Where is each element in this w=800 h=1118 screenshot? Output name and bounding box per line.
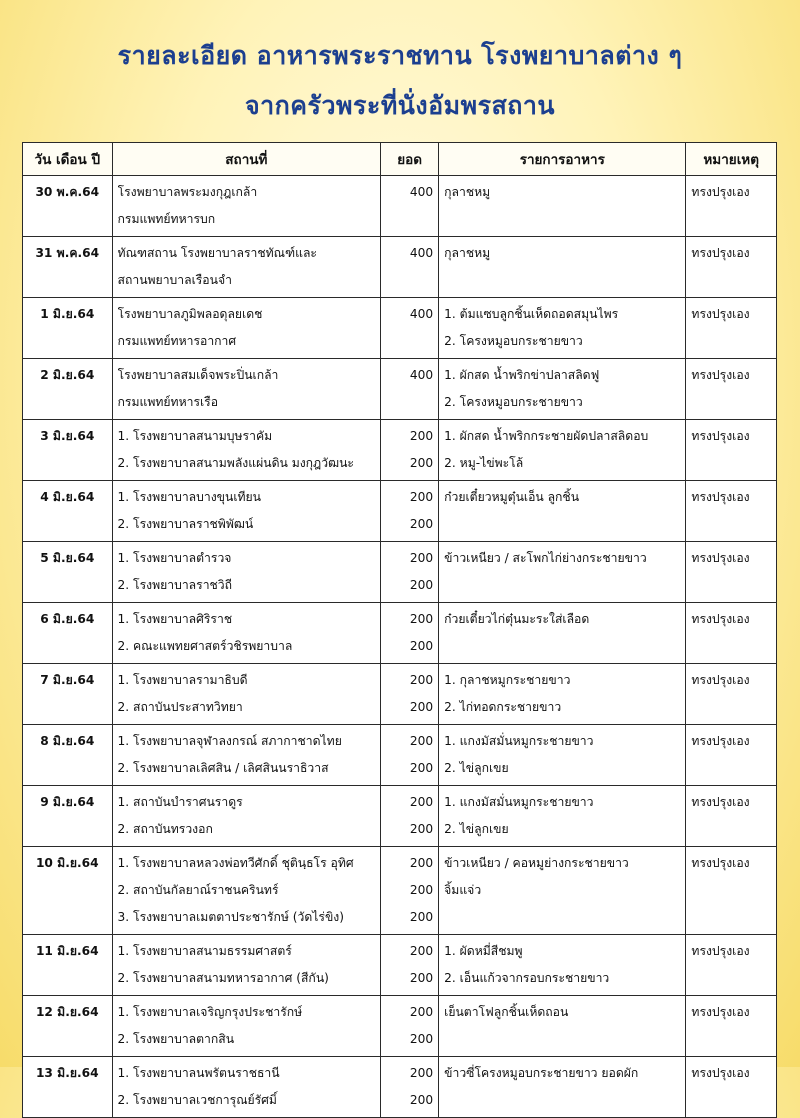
food-cell [439,935,686,996]
count-line: 200 [409,612,434,626]
count-cell [381,298,439,359]
food-cell [439,542,686,603]
place-cell [112,176,381,237]
table-row [23,359,777,420]
place-cell [112,481,381,542]
page-title-line1: รายละเอียด อาหารพระราชทาน โรงพยาบาลต่าง ๆ [117,41,683,70]
food-cell [439,603,686,664]
place-line: 2. โรงพยาบาลราชวิถี [117,578,233,592]
place-line: 1. โรงพยาบาลเจริญกรุงประชารักษ์ [117,1005,303,1019]
note-cell: ทรงปรุงเอง [686,481,777,542]
note-cell: ทรงปรุงเอง [686,1057,777,1118]
food-line: ข้าวเหนียว / คอหมูย่างกระชายขาว [444,856,629,870]
date-cell: 11 มิ.ย.64 [23,935,113,996]
place-line: โรงพยาบาลภูมิพลอดุลยเดช [117,307,263,321]
table-header-row [23,143,777,176]
place-line: 2. โรงพยาบาลเวชการุณย์รัศมิ์ [117,1093,277,1107]
place-cell [112,298,381,359]
count-line: 200 [409,673,434,687]
date-cell: 2 มิ.ย.64 [23,359,113,420]
place-cell [112,420,381,481]
count-line: 200 [409,1066,434,1080]
place-line: 1. โรงพยาบาลหลวงพ่อทวีศักดิ์ ชุตินฺธโร อุทิศ [117,856,354,870]
food-line: 1. ผักสด น้ำพริกข่าปลาสลิดฟู [444,368,600,382]
place-cell [112,725,381,786]
count-line: 200 [409,910,434,924]
food-line: ข้าวเหนียว / สะโพกไก่ย่างกระชายขาว [444,551,647,565]
place-line: 2. คณะแพทยศาสตร์วชิรพยาบาล [117,639,293,653]
table-row [23,935,777,996]
food-cell [439,481,686,542]
note-cell: ทรงปรุงเอง [686,664,777,725]
place-cell [112,664,381,725]
note-cell: ทรงปรุงเอง [686,996,777,1057]
food-line: 2. โครงหมูอบกระชายขาว [444,334,583,348]
table-row [23,725,777,786]
count-line: 200 [409,944,434,958]
food-line: ก๋วยเตี๋ยวหมูตุ๋นเอ็น ลูกชิ้น [444,490,580,504]
count-cell [381,603,439,664]
count-cell [381,176,439,237]
place-cell [112,603,381,664]
schedule-table [22,142,777,1118]
count-cell [381,542,439,603]
table-body [23,176,777,1118]
count-line: 200 [409,1032,434,1046]
place-line: 1. โรงพยาบาลนพรัตนราชธานี [117,1066,280,1080]
food-line: 1. แกงมัสมั่นหมูกระชายขาว [444,734,594,748]
food-cell [439,298,686,359]
place-line: 2. สถาบันประสาทวิทยา [117,700,243,714]
food-line: 2. หมู-ไข่พะโล้ [444,456,524,470]
food-line: ข้าวซี่โครงหมูอบกระชายขาว ยอดผัก [444,1066,639,1080]
count-line: 400 [409,368,434,382]
note-cell: ทรงปรุงเอง [686,176,777,237]
count-cell [381,420,439,481]
place-line: 2. สถาบันกัลยาณ์ราชนครินทร์ [117,883,279,897]
food-cell [439,359,686,420]
food-line: 1. กุลาชหมูกระชายขาว [444,673,571,687]
date-cell: 1 มิ.ย.64 [23,298,113,359]
food-line: 1. ต้มแซบลูกชิ้นเห็ดถอดสมุนไพร [444,307,619,321]
place-line: กรมแพทย์ทหารเรือ [117,395,219,409]
place-cell [112,847,381,935]
count-line: 400 [409,185,434,199]
header-note: หมายเหตุ [686,143,777,176]
food-cell [439,420,686,481]
food-line: 2. ไข่ลูกเขย [444,822,509,836]
count-line: 200 [409,639,434,653]
count-line: 200 [409,551,434,565]
header-food: รายการอาหาร [439,143,686,176]
food-line: กุลาชหมู [444,246,491,260]
place-line: 1. โรงพยาบาลสนามบุษราคัม [117,429,273,443]
food-line: 2. โครงหมูอบกระชายขาว [444,395,583,409]
note-cell: ทรงปรุงเอง [686,935,777,996]
note-cell: ทรงปรุงเอง [686,237,777,298]
note-cell: ทรงปรุงเอง [686,725,777,786]
place-line: กรมแพทย์ทหารบก [117,212,216,226]
food-cell [439,1057,686,1118]
table-row [23,237,777,298]
table-row [23,1057,777,1118]
date-cell: 10 มิ.ย.64 [23,847,113,935]
count-line: 200 [409,856,434,870]
note-cell: ทรงปรุงเอง [686,847,777,935]
place-line: 3. โรงพยาบาลเมตตาประชารักษ์ (วัดไร่ขิง) [117,910,345,924]
count-line: 200 [409,883,434,897]
place-cell [112,935,381,996]
place-line: 1. โรงพยาบาลบางขุนเทียน [117,490,262,504]
header-count: ยอด [381,143,439,176]
food-line: จิ้มแจ่ว [444,883,482,897]
place-line: 1. โรงพยาบาลศิริราช [117,612,233,626]
place-line: 1. สถาบันบำราศนราดูร [117,795,243,809]
table-row [23,664,777,725]
place-cell [112,996,381,1057]
food-cell [439,237,686,298]
date-cell: 6 มิ.ย.64 [23,603,113,664]
date-cell: 9 มิ.ย.64 [23,786,113,847]
header-place: สถานที่ [112,143,381,176]
count-cell [381,725,439,786]
place-cell [112,237,381,298]
food-line: กุลาชหมู [444,185,491,199]
place-line: 1. โรงพยาบาลสนามธรรมศาสตร์ [117,944,292,958]
note-cell: ทรงปรุงเอง [686,420,777,481]
count-line: 200 [409,429,434,443]
count-line: 200 [409,1005,434,1019]
date-cell: 7 มิ.ย.64 [23,664,113,725]
table-row [23,176,777,237]
count-line: 200 [409,700,434,714]
count-line: 200 [409,1093,434,1107]
count-cell [381,664,439,725]
table-row [23,603,777,664]
date-cell: 12 มิ.ย.64 [23,996,113,1057]
food-line: 2. เอ็นแก้วจากรอบกระชายขาว [444,971,610,985]
place-line: สถานพยาบาลเรือนจำ [117,273,232,287]
food-cell [439,786,686,847]
food-cell [439,176,686,237]
place-line: โรงพยาบาลสมเด็จพระปิ่นเกล้า [117,368,279,382]
place-line: 1. โรงพยาบาลตำรวจ [117,551,232,565]
count-line: 200 [409,578,434,592]
food-line: 1. แกงมัสมั่นหมูกระชายขาว [444,795,594,809]
date-cell: 30 พ.ค.64 [23,176,113,237]
count-cell [381,359,439,420]
table-row [23,542,777,603]
note-cell: ทรงปรุงเอง [686,786,777,847]
place-line: 2. โรงพยาบาลราชพิพัฒน์ [117,517,254,531]
food-line: เย็นตาโฟลูกชิ้นเห็ดถอน [444,1005,569,1019]
place-line: ทัณฑสถาน โรงพยาบาลราชทัณฑ์และ [117,246,317,260]
count-cell [381,847,439,935]
count-line: 200 [409,822,434,836]
note-cell: ทรงปรุงเอง [686,298,777,359]
date-cell: 31 พ.ค.64 [23,237,113,298]
header-date: วัน เดือน ปี [23,143,113,176]
count-line: 200 [409,761,434,775]
table-row [23,481,777,542]
date-cell: 8 มิ.ย.64 [23,725,113,786]
count-line: 400 [409,307,434,321]
place-cell [112,1057,381,1118]
count-cell [381,1057,439,1118]
place-cell [112,786,381,847]
food-cell [439,725,686,786]
table-row [23,786,777,847]
note-cell: ทรงปรุงเอง [686,542,777,603]
date-cell: 4 มิ.ย.64 [23,481,113,542]
place-line: 2. โรงพยาบาลสนามทหารอากาศ (สีกัน) [117,971,329,985]
place-line: กรมแพทย์ทหารอากาศ [117,334,237,348]
table-row [23,996,777,1057]
table-row [23,847,777,935]
count-line: 200 [409,795,434,809]
count-cell [381,237,439,298]
count-line: 200 [409,971,434,985]
table-row [23,420,777,481]
date-cell: 3 มิ.ย.64 [23,420,113,481]
table-row [23,298,777,359]
food-line: 2. ไก่ทอดกระชายขาว [444,700,562,714]
count-line: 200 [409,456,434,470]
note-cell: ทรงปรุงเอง [686,359,777,420]
place-line: 1. โรงพยาบาลจุฬาลงกรณ์ สภากาชาดไทย [117,734,342,748]
place-line: 1. โรงพยาบาลรามาธิบดี [117,673,248,687]
note-cell: ทรงปรุงเอง [686,603,777,664]
place-line: 2. สถาบันทรวงอก [117,822,213,836]
date-cell: 13 มิ.ย.64 [23,1057,113,1118]
food-line: 2. ไข่ลูกเขย [444,761,509,775]
food-line: ก๋วยเตี๋ยวไก่ตุ๋นมะระใส่เลือด [444,612,590,626]
place-line: 2. โรงพยาบาลสนามพลังแผ่นดิน มงกุฎวัฒนะ [117,456,354,470]
place-cell [112,542,381,603]
count-line: 200 [409,517,434,531]
count-cell [381,481,439,542]
place-line: โรงพยาบาลพระมงกุฎเกล้า [117,185,258,199]
date-cell: 5 มิ.ย.64 [23,542,113,603]
food-cell [439,996,686,1057]
count-cell [381,786,439,847]
place-cell [112,359,381,420]
food-cell [439,664,686,725]
count-cell [381,996,439,1057]
place-line: 2. โรงพยาบาลตากสิน [117,1032,235,1046]
count-line: 400 [409,246,434,260]
food-cell [439,847,686,935]
count-line: 200 [409,734,434,748]
page-title-line2: จากครัวพระที่นั่งอัมพรสถาน [244,91,556,120]
food-line: 1. ผักสด น้ำพริกกระชายผัดปลาสลิดอบ [444,429,649,443]
food-line: 1. ผัดหมี่สีชมพู [444,944,523,958]
place-line: 2. โรงพยาบาลเลิศสิน / เลิศสินนราธิวาส [117,761,329,775]
count-cell [381,935,439,996]
count-line: 200 [409,490,434,504]
